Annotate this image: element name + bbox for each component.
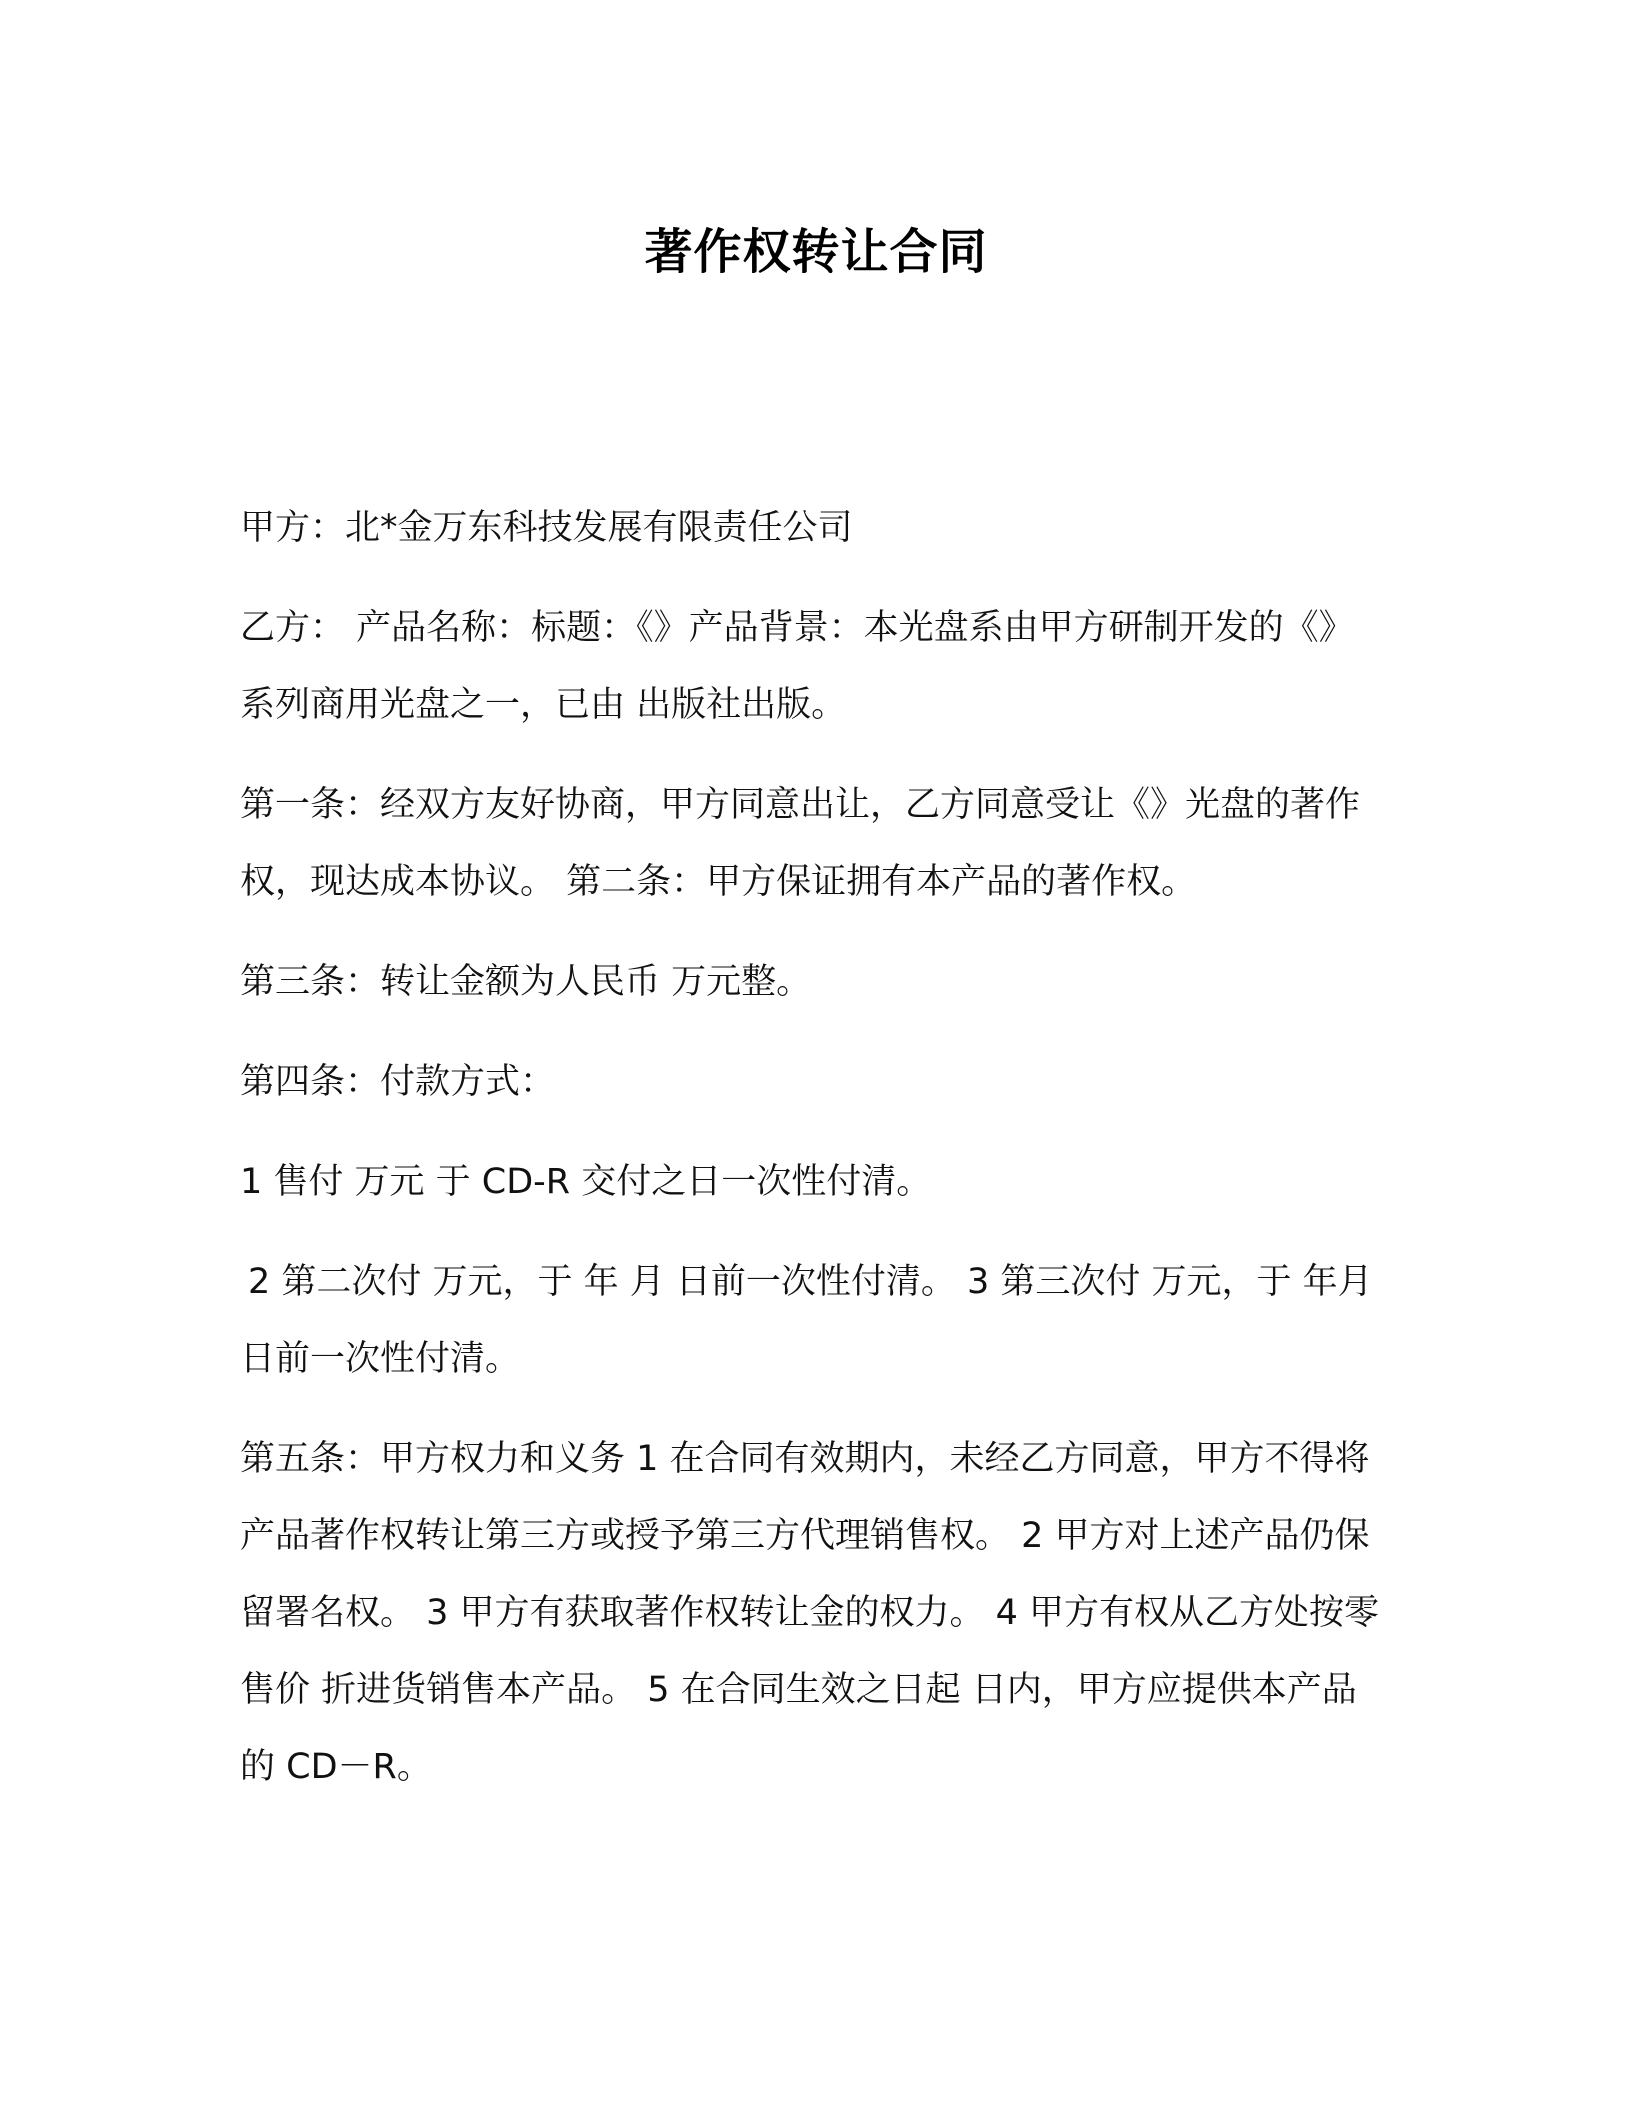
- party-a-paragraph: 甲方：北*金万东科技发展有限责任公司: [240, 508, 853, 548]
- party-b-paragraph: 乙方： 产品名称：标题：《》产品背景：本光盘系由甲方研制开发的《》系列商用光盘之一，已由 出版社出版。: [240, 608, 1354, 725]
- article-3-paragraph: 第三条：转让金额为人民币 万元整。: [240, 962, 812, 1002]
- document-title: 著作权转让合同: [644, 224, 988, 280]
- payment-item-1-paragraph: 1 售付 万元 于 CD-R 交付之日一次性付清。: [240, 1162, 932, 1202]
- payment-item-2-3-paragraph: 2 第二次付 万元，于 年 月 日前一次性付清。 3 第三次付 万元，于 年月 日前一次性付清。: [240, 1262, 1373, 1379]
- document-body: [240, 490, 1382, 1829]
- article-1-2-paragraph: 第一条：经双方友好协商，甲方同意出让，乙方同意受让《》光盘的著作权，现达成本协议。 第二条：甲方保证拥有本产品的著作权。: [240, 785, 1361, 902]
- article-4-paragraph: 第四条：付款方式：: [240, 1062, 556, 1102]
- article-5-paragraph: 第五条：甲方权力和义务 1 在合同有效期内，未经乙方同意，甲方不得将产品著作权转让第三方或授予第三方代理销售权。 2 甲方对上述产品仍保留署名权。 3 甲方有获取著作权转让金的权力。 4 甲方有权从乙方处按零售价 折进货销售本产品。 5 在合同生效之日起 日内，甲方应提供本产品的 CD－R。: [240, 1439, 1380, 1787]
